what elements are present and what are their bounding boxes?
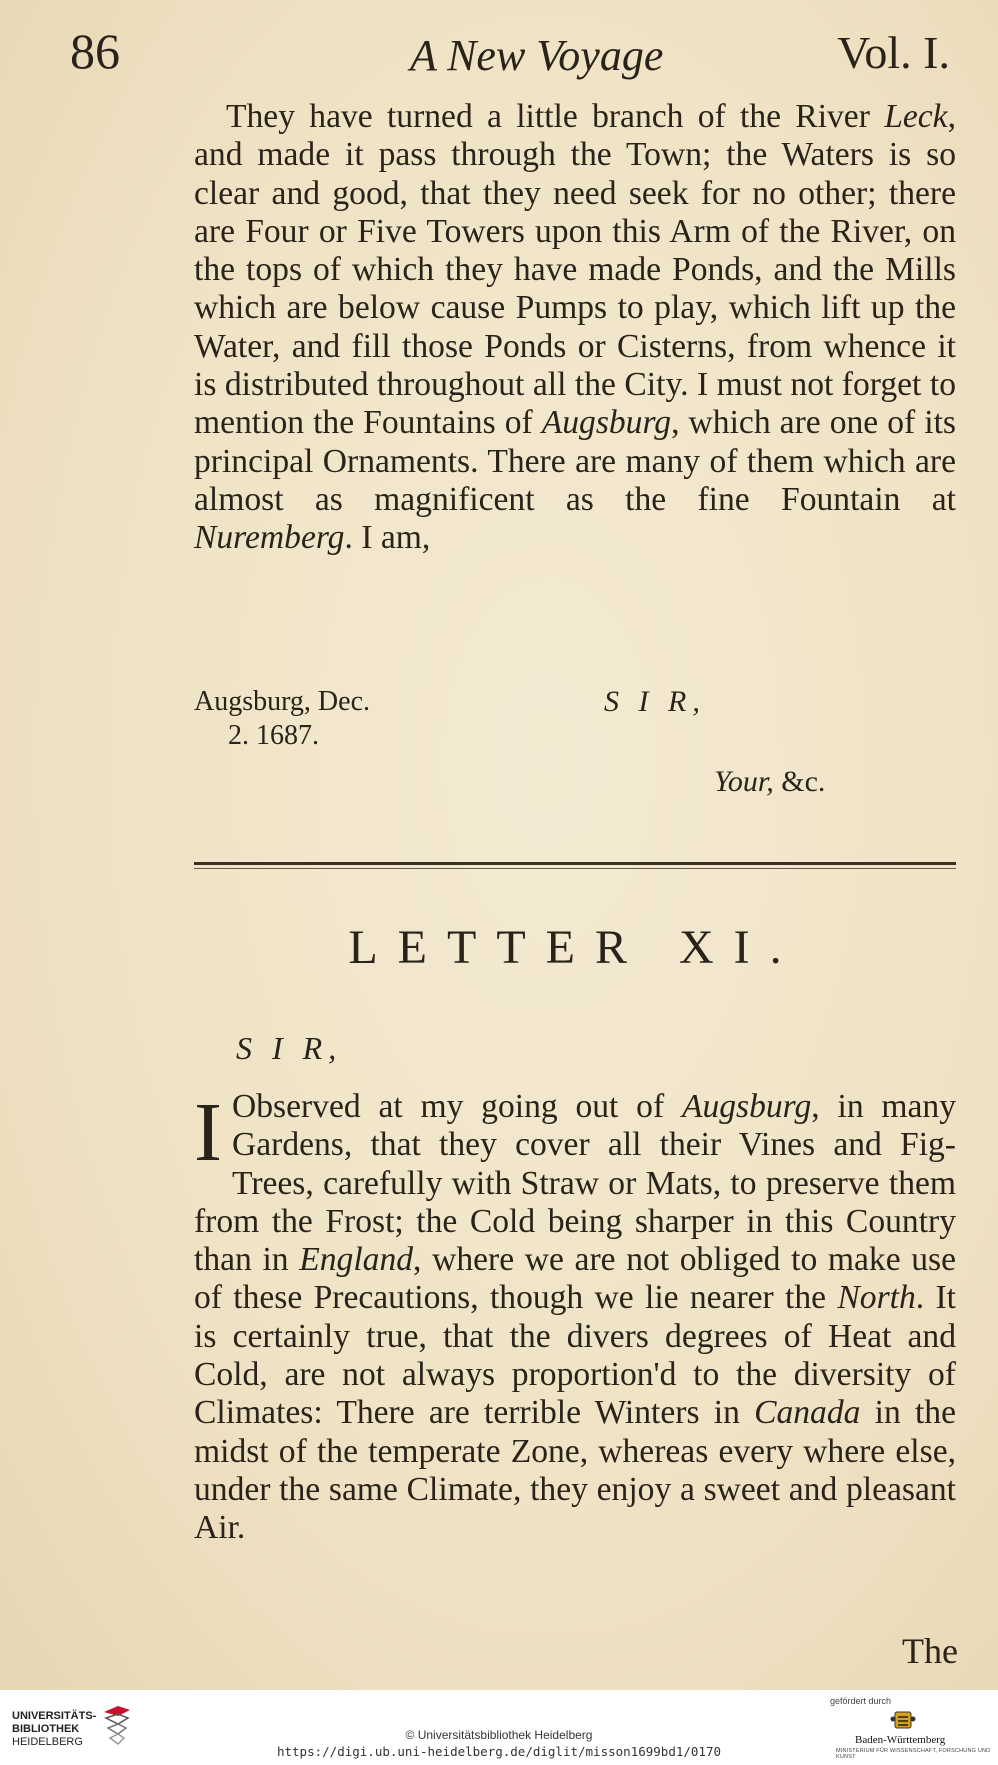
closing-yours [714, 765, 825, 799]
paragraph-gardens [194, 1088, 956, 1548]
closing-salutation: S I R, [604, 685, 706, 718]
etc-word: &c. [773, 765, 826, 798]
paragraph-fountains [194, 98, 956, 558]
funder-ministry: MINISTERIUM FÜR WISSENSCHAFT, FORSCHUNG UND KUNST [836, 1748, 991, 1760]
place-date-line1: Augsburg, Dec. [194, 686, 371, 717]
text-run: , where we are not obliged to make use of these Precautions, though we lie nearer the [194, 1241, 957, 1317]
text-run: , and made it pass through the Town; the Waters is so clear and good, that they need seek for no other; there are Four or Five Towers upon this Arm of the River, on the tops of which they have made Ponds, and the Mills which are below cause Pumps to play, which lift up the Water, and fill those Ponds or Cisterns, from whence it is distributed throughout all the City. I must not forget to mention the Fountains of [194, 98, 956, 442]
library-name-line2: BIBLIOTHEK [12, 1723, 80, 1735]
baden-wuerttemberg-crest-icon [890, 1710, 916, 1730]
place-name-canada: Canada [754, 1394, 861, 1432]
text-run: in the midst of the temperate Zone, whereas every where else, under the same Climate, they enjoy a sweet and pleasant Air. [194, 1394, 956, 1547]
library-name-line3: HEIDELBERG [12, 1736, 83, 1748]
page-header [70, 22, 950, 82]
text-run: Observed at my going out of [231, 1088, 682, 1125]
place-name-augsburg: Augsburg [681, 1088, 812, 1125]
letter-heading: LETTER XI. [348, 921, 802, 974]
place-name-augsburg: Augsburg [541, 404, 672, 442]
salutation: S I R, [236, 1030, 343, 1066]
page-number: 86 [70, 23, 120, 79]
section-rule-thin [194, 868, 956, 869]
text-run: . I am, [344, 519, 431, 557]
library-name-line1: UNIVERSITÄTS- [12, 1710, 97, 1722]
catchword: The [902, 1631, 958, 1671]
running-title: A New Voyage [410, 31, 664, 80]
yours-word: Your, [714, 765, 774, 798]
place-date [194, 685, 370, 753]
text-run: , in many Gardens, that they cover all their Vines and Fig-Trees, carefully with Straw or Mats, to preserve them from the Frost; the Cold being sharper in this Country than in [194, 1088, 956, 1279]
place-date-line2: 2. 1687. [228, 720, 319, 751]
viewer-footer [0, 1690, 998, 1765]
drop-cap: I [194, 1086, 222, 1179]
copyright-notice: © Universitätsbibliothek Heidelberg [405, 1728, 593, 1742]
letter-closing [194, 685, 954, 815]
text-run: , which are one of its principal Ornaments. There are many of them which are almost as magnificent as the fine Fountain at [194, 404, 956, 518]
funded-by-label: gefördert durch [830, 1696, 892, 1706]
funder-name: Baden-Württemberg [855, 1734, 946, 1746]
place-name-leck: Leck [884, 98, 948, 135]
permalink[interactable]: https://digi.ub.uni-heidelberg.de/diglit/misson1699bd1/0170 [276, 1744, 721, 1759]
place-name-nuremberg: Nuremberg [194, 519, 345, 557]
section-rule [194, 862, 956, 865]
volume-label: Vol. I. [837, 27, 950, 78]
place-name-england: England [299, 1241, 414, 1279]
word-north: North [837, 1279, 916, 1317]
text-run: . It is certainly true, that the divers degrees of Heat and Cold, are not always proportion'd to the diversity of Climates: There are terrible Winters in [194, 1279, 956, 1432]
text-run: They have turned a little branch of the River [226, 98, 885, 135]
